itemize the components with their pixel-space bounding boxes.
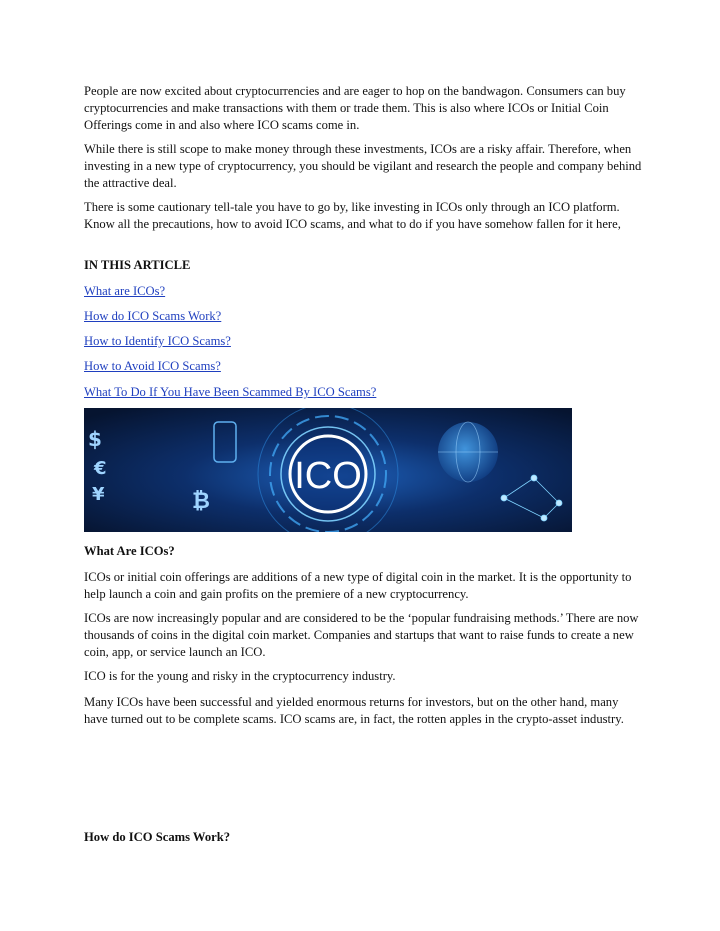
toc-link-what-are-icos[interactable]: What are ICOs? [84, 284, 166, 298]
section-heading-how-scams-work: How do ICO Scams Work? [84, 830, 231, 844]
toc-link-scammed[interactable]: What To Do If You Have Been Scammed By ICO Scams? [84, 385, 377, 399]
intro-paragraph-3: There is some cautionary tell-tale you have to go by, like investing in ICOs only through an ICO platform. Know all the precautions, how to avoid ICO scams, and what to do if you have somehow fallen for it here, [84, 200, 621, 232]
euro-symbol: € [94, 458, 107, 479]
bitcoin-symbol: ₿ [192, 489, 210, 514]
dollar-symbol: $ [88, 427, 102, 451]
section1-paragraph-4: Many ICOs have been successful and yielded enormous returns for investors, but on the other hand, many have turned out to be complete scams. ICO scams are, in fact, the rotten apples in the crypto-asset industry. [84, 695, 624, 727]
toc-link-avoid-scams[interactable]: How to Avoid ICO Scams? [84, 359, 221, 373]
toc-heading: IN THIS ARTICLE [84, 258, 191, 272]
yen-symbol: ¥ [92, 484, 105, 505]
toc-link-identify-scams[interactable]: How to Identify ICO Scams? [84, 334, 231, 348]
ico-illustration [84, 408, 572, 532]
section1-paragraph-2: ICOs are now increasingly popular and are considered to be the ‘popular fundraising methods.’ There are now thousands of coins in the digital coin market. Companies and startups that want to raise funds to create a new coin, app, or service launch an ICO. [84, 611, 639, 660]
intro-paragraph-1: People are now excited about cryptocurrencies and are eager to hop on the bandwagon. Consumers can buy cryptocurrencies and make transactions with them or trade them. This is also where ICOs or Initial Coin Offerings come in and also where ICO scams come in. [84, 84, 626, 133]
ico-hero-image [84, 408, 572, 532]
section1-paragraph-1: ICOs or initial coin offerings are additions of a new type of digital coin in the market. It is the opportunity to help launch a coin and gain profits on the premiere of a new cryptocurrency. [84, 570, 632, 602]
section1-paragraph-3: ICO is for the young and risky in the cryptocurrency industry. [84, 669, 396, 683]
intro-paragraph-2: While there is still scope to make money through these investments, ICOs are a risky affair. Therefore, when investing in a new type of cryptocurrency, you should be vigilant and research the people and company behind the attractive deal. [84, 142, 642, 191]
section-heading-what-are-icos: What Are ICOs? [84, 544, 175, 558]
toc-link-how-scams-work[interactable]: How do ICO Scams Work? [84, 309, 222, 323]
ico-badge-text: ICO [294, 455, 362, 497]
globe-icon [438, 422, 498, 482]
